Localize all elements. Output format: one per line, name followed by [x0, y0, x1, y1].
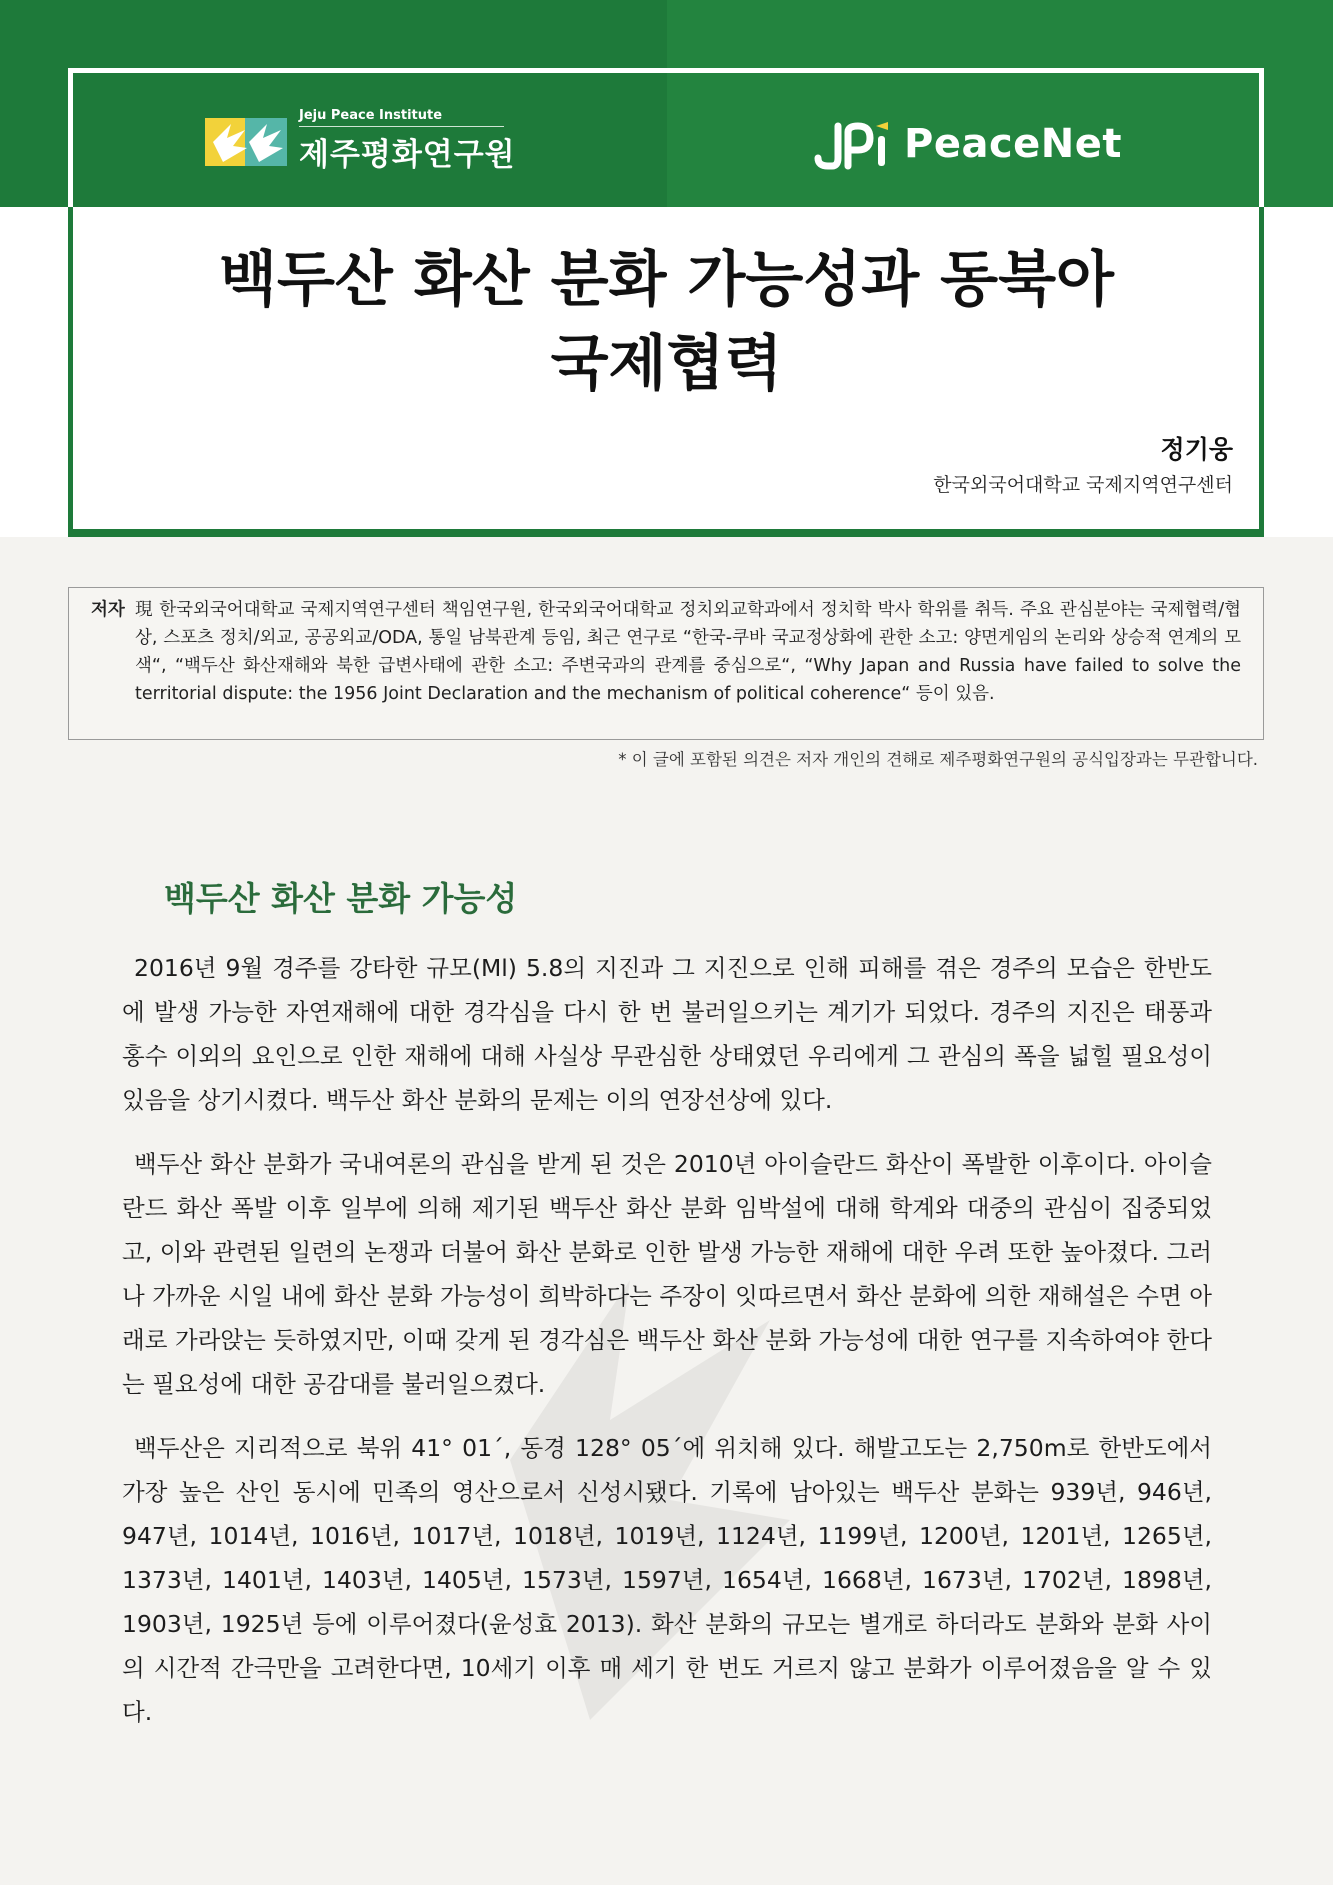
paragraph: 2016년 9월 경주를 강타한 규모(Ml) 5.8의 지진과 그 지진으로 인해 피해를 겪은 경주의 모습은 한반도에 발생 가능한 자연재해에 대한 경각심을 다시 한 번 불러일으키는 계기가 되었다. 경주의 지진은 태풍과 홍수 이외의 요인으로 인한 재해에 대해 사실상 무관심한 상태였던 우리에게 그 관심의 폭을 넓힐 필요성이 있음을 상기시켰다. 백두산 화산 분화의 문제는 이의 연장선상에 있다. [122, 954, 1212, 1114]
institute-name-ko: 제주평화연구원 [299, 137, 516, 173]
title-line-1: 백두산 화산 분화 가능성과 동북아 [219, 245, 1114, 315]
bio-label: 저자 [91, 600, 125, 620]
institute-name-en: Jeju Peace Institute [299, 108, 504, 127]
section-heading: 백두산 화산 분화 가능성 [164, 879, 518, 918]
document-title [120, 238, 1213, 406]
dove-logo-icon [205, 110, 287, 172]
brand-name: PeaceNet [904, 121, 1123, 167]
peacenet-logo [814, 116, 1122, 172]
paragraph: 백두산 화산 분화가 국내여론의 관심을 받게 된 것은 2010년 아이슬란드 화산이 폭발한 이후이다. 아이슬란드 화산 폭발 이후 일부에 의해 제기된 백두산 화산 분화 임박설에 대해 학계와 대중의 관심이 집중되었고, 이와 관련된 일련의 논쟁과 더불어 화산 분화로 인한 발생 가능한 재해에 대한 우려 또한 높아졌다. 그러나 가까운 시일 내에 화산 분화 가능성이 희박하다는 주장이 잇따르면서 화산 분화에 의한 재해설은 수면 아래로 가라앉는 듯하였지만, 이때 갖게 된 경각심은 백두산 화산 분화 가능성에 대한 연구를 지속하여야 한다는 필요성에 대한 공감대를 불러일으켰다. [122, 1150, 1212, 1398]
author-name: 정기웅 [1160, 435, 1233, 464]
author-bio-box [68, 587, 1264, 740]
author-affiliation: 한국외국어대학교 국제지역연구센터 [933, 474, 1233, 496]
jpi-logo-icon [814, 118, 894, 170]
bio-text: 現 한국외국어대학교 국제지역연구센터 책임연구원, 한국외국어대학교 정치외교학과에서 정치학 박사 학위를 취득. 주요 관심분야는 국제협력/협상, 스포츠 정치/외교, 공공외교/ODA, 통일 남북관계 등임, 최근 연구로 “한국-쿠바 국교정상화에 관한 소고: 양면게임의 논리와 상승적 연계의 모색“, “백두산 화산재해와 북한 급변사태에 관한 소고: 주변국과의 관계를 중심으로“, “Why Japan and Russia have failed to solve the territorial dispute: the 1956 Joint Declaration and the mechanism of political coherence“ 등이 있음. [135, 600, 1241, 704]
author-bio [91, 596, 1241, 708]
institute-logo [205, 108, 516, 174]
body-text [122, 946, 1212, 1754]
disclaimer: * 이 글에 포함된 의견은 저자 개인의 견해로 제주평화연구원의 공식입장과는 무관합니다. [618, 750, 1258, 769]
title-line-2: 국제협력 [550, 329, 783, 399]
paragraph: 백두산은 지리적으로 북위 41° 01´, 동경 128° 05´에 위치해 있다. 해발고도는 2,750m로 한반도에서 가장 높은 산인 동시에 민족의 영산으로서 신성시됐다. 기록에 남아있는 백두산 분화는 939년, 946년, 947년, 1014년, 1016년, 1017년, 1018년, 1019년, 1124년, 1199년, 1200년, 1201년, 1265년, 1373년, 1401년, 1403년, 1405년, 1573년, 1597년, 1654년, 1668년, 1673년, 1702년, 1898년, 1903년, 1925년 등에 이루어졌다(윤성효 2013). 화산 분화의 규모는 별개로 하더라도 분화와 분화 사이의 시간적 간극만을 고려한다면, 10세기 이후 매 세기 한 번도 거르지 않고 분화가 이루어졌음을 알 수 있다. [122, 1434, 1212, 1726]
